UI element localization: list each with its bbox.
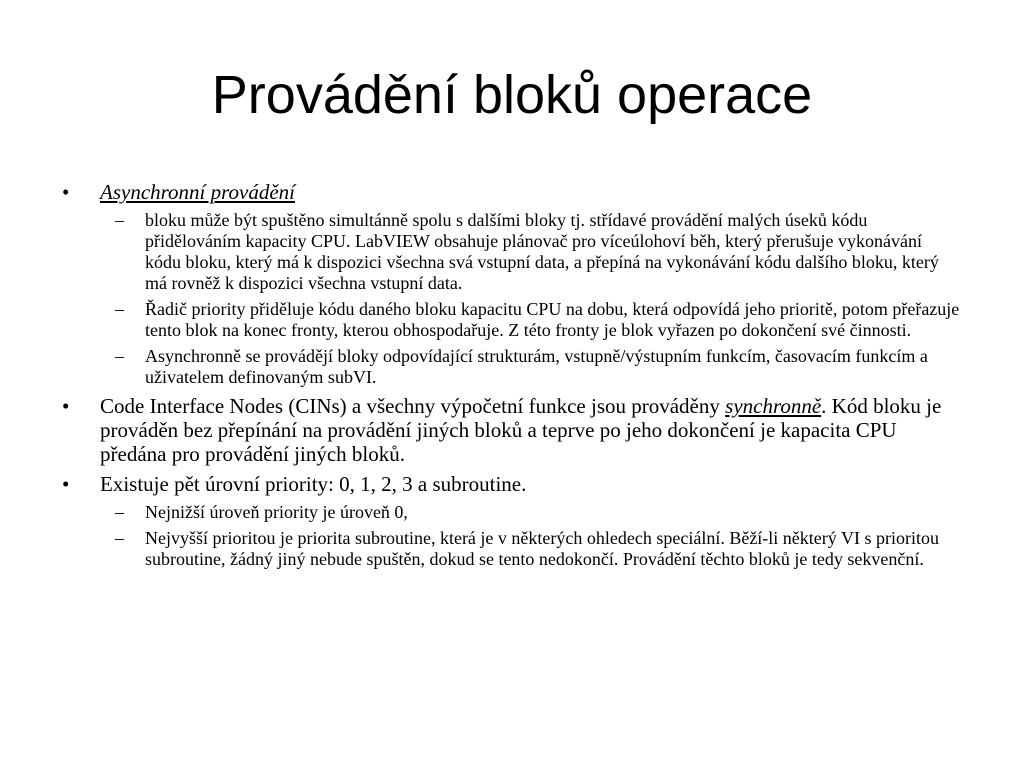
priority-sublist bbox=[60, 502, 960, 570]
sub-item-text: bloku může být spuštěno simultánně spolu s dalšími bloky tj. střídavé provádění malých úseků kódu přidělováním kapacity CPU. LabVIEW obsahuje plánovač pro víceúlohoví běh, který přerušuje vykonávání kódu bloku, který má k dispozici všechna svá vstupní data, a přepíná na vykonávání kódu dalšího bloku, který má rovněž k dispozici všechna vstupní data. bbox=[145, 210, 939, 293]
bullet-item-priority bbox=[60, 472, 960, 496]
cins-text-before: Code Interface Nodes (CINs) a všechny výpočetní funkce jsou prováděny bbox=[100, 394, 726, 418]
dash-icon: – bbox=[115, 528, 124, 548]
sub-item-text: Nejnižší úroveň priority je úroveň 0, bbox=[145, 502, 408, 522]
async-heading: Asynchronní provádění bbox=[100, 180, 295, 204]
async-sublist bbox=[60, 210, 960, 388]
sub-item bbox=[60, 502, 960, 523]
bullet-item-cins bbox=[60, 394, 960, 466]
bullet-icon: • bbox=[62, 472, 70, 496]
sub-item bbox=[60, 299, 960, 341]
dash-icon: – bbox=[115, 299, 124, 319]
sub-item bbox=[60, 346, 960, 388]
bullet-item-async bbox=[60, 180, 960, 204]
bullet-icon: • bbox=[62, 180, 70, 204]
sub-item bbox=[60, 210, 960, 294]
slide-content bbox=[60, 180, 960, 576]
bullet-icon: • bbox=[62, 394, 70, 418]
sub-item bbox=[60, 528, 960, 570]
cins-text-after: . Kód bloku je prováděn bez přepínání na provádění jiných bloků a teprve po jeho dokončení je kapacita CPU předána pro provádění jiných bloků. bbox=[100, 394, 942, 466]
sub-item-text: Řadič priority přiděluje kódu daného bloku kapacitu CPU na dobu, která odpovídá jeho prioritě, potom přeřazuje tento blok na konec fronty, kterou obhospodařuje. Z této fronty je blok vyřazen po dokončení své činnosti. bbox=[145, 299, 960, 340]
priority-text: Existuje pět úrovní priority: 0, 1, 2, 3 a subroutine. bbox=[100, 472, 527, 496]
dash-icon: – bbox=[115, 502, 124, 522]
dash-icon: – bbox=[115, 210, 124, 230]
sub-item-text: Nejvyšší prioritou je priorita subroutine, která je v některých ohledech speciální. Běží-li některý VI s prioritou subroutine, žádný jiný nebude spuštěn, dokud se tento nedokončí. Provádění těchto bloků je tedy sekvenční. bbox=[145, 528, 939, 569]
cins-emphasis: synchronně bbox=[725, 394, 822, 418]
slide-title: Provádění bloků operace bbox=[211, 65, 813, 125]
dash-icon: – bbox=[115, 346, 124, 366]
sub-item-text: Asynchronně se provádějí bloky odpovídající strukturám, vstupně/výstupním funkcím, časovacím funkcím a uživatelem definovaným subVI. bbox=[145, 346, 928, 387]
